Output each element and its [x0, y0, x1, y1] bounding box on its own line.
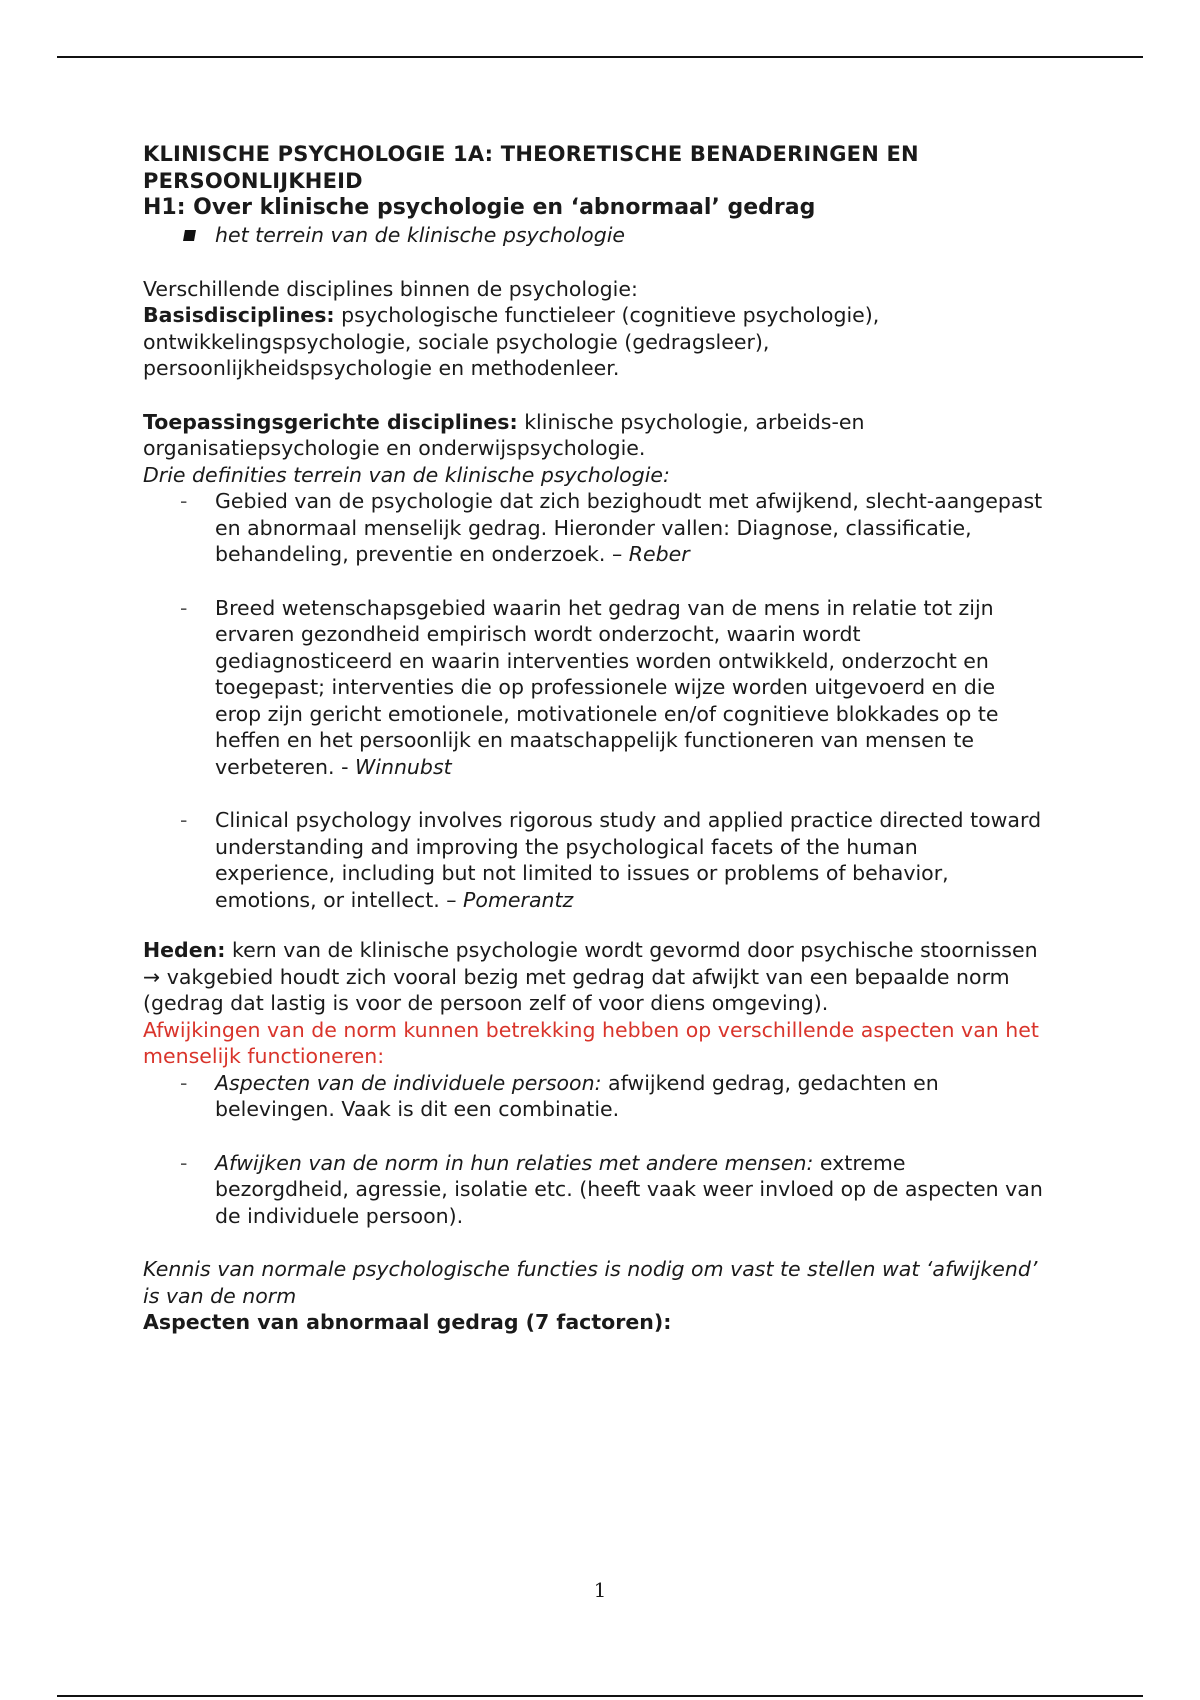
norm-statement: Afwijkingen van de norm kunnen betrekking hebben op verschillende aspecten van het menselijk functioneren: — [143, 1017, 1039, 1068]
aspect-item — [143, 1070, 1043, 1123]
topic-text: het terrein van de klinische psychologie — [215, 223, 626, 247]
toepassing-text: klinische psychologie, arbeids-en organisatiepsychologie en onderwijspsychologie. — [143, 409, 865, 460]
dash-marker: - — [180, 1150, 188, 1175]
toepassing-paragraph — [143, 409, 1043, 462]
definition-author: Reber — [628, 542, 690, 566]
heden-paragraph — [143, 937, 1043, 1017]
aspect-text: extreme bezorgdheid, agressie, isolatie etc. (heeft vaak weer invloed op de aspecten van de individuele persoon). — [215, 1150, 1043, 1228]
definitions-list — [143, 488, 1043, 913]
dash-marker: - — [180, 489, 188, 513]
definitions-heading: Drie definities terrein van de klinische psychologie: — [143, 462, 670, 487]
disciplines-intro: Verschillende disciplines binnen de psychologie: — [143, 276, 638, 301]
definition-author: Winnubst — [354, 754, 452, 779]
aspect-label: Aspecten van de individuele persoon: — [215, 1070, 602, 1095]
dash-marker: - — [180, 595, 188, 620]
factors-heading: Aspecten van abnormaal gedrag (7 factoren): — [143, 1310, 672, 1334]
knowledge-note: Kennis van normale psychologische functies is nodig om vast te stellen wat ‘afwijkend’ is van de norm — [143, 1257, 1038, 1308]
definition-text: Breed wetenschapsgebied waarin het gedrag van de mens in relatie tot zijn ervaren gezondheid empirisch wordt onderzocht, waarin wordt gediagnosticeerd en waarin interventies worden ontwikkeld, onderzocht en toegepast; interventies die op professionele wijze worden uitgevoerd en die erop zijn gericht emotionele, motivationele en/of cognitieve blokkades op te heffen en het persoonlijk en maatschappelijk functioneren van mensen te verbeteren. - — [215, 595, 999, 779]
header-rule — [57, 56, 1143, 58]
definition-text: Clinical psychology involves rigorous study and applied practice directed toward understanding and improving the psychological facets of the human experience, including but not limited to issues or problems of behavior, emotions, or intellect. – — [215, 808, 1042, 912]
basis-text: psychologische functieleer (cognitieve psychologie), ontwikkelingspsychologie, sociale psychologie (gedragsleer), persoonlijkheidspsychologie en methodenleer. — [143, 303, 880, 380]
heden-text: kern van de klinische psychologie wordt gevormd door psychische stoornissen → vakgebied houdt zich vooral bezig met gedrag dat afwijkt van een bepaalde norm (gedrag dat lastig is voor de persoon zelf of voor diens omgeving). — [143, 938, 1038, 1015]
aspect-item — [143, 1150, 1043, 1230]
dash-marker: - — [180, 1070, 188, 1095]
chapter-heading: H1: Over klinische psychologie en ‘abnormaal’ gedrag — [143, 195, 816, 220]
basis-label: Basisdisciplines: — [143, 303, 335, 327]
definition-item — [143, 807, 1043, 913]
aspect-text: afwijkend gedrag, gedachten en belevingen. Vaak is dit een combinatie. — [215, 1070, 939, 1121]
page-number: 1 — [593, 1578, 607, 1602]
heden-label: Heden: — [143, 938, 226, 962]
definition-author: Pomerantz — [463, 887, 574, 912]
dash-marker: - — [180, 808, 188, 832]
definition-item — [143, 488, 1043, 568]
topic-bullet-item — [143, 222, 1043, 249]
footer-rule — [57, 1695, 1143, 1697]
aspect-label: Afwijken van de norm in hun relaties met andere mensen: — [215, 1150, 814, 1175]
definition-text: Gebied van de psychologie dat zich bezighoudt met afwijkend, slecht-aangepast en abnormaal menselijk gedrag. Hieronder vallen: Diagnose, classificatie, behandeling, preventie en onderzoek. – — [215, 489, 1043, 566]
basis-disciplines — [143, 302, 1043, 382]
document-title: KLINISCHE PSYCHOLOGIE 1A: THEORETISCHE BENADERINGEN EN PERSOONLIJKHEID — [143, 142, 919, 193]
disciplines-paragraph — [143, 276, 1043, 382]
definition-item — [143, 595, 1043, 781]
document-body — [143, 141, 1043, 1336]
toepassing-label: Toepassingsgerichte disciplines: — [143, 409, 518, 434]
aspects-list — [143, 1070, 1043, 1230]
square-bullet-icon — [183, 230, 196, 241]
